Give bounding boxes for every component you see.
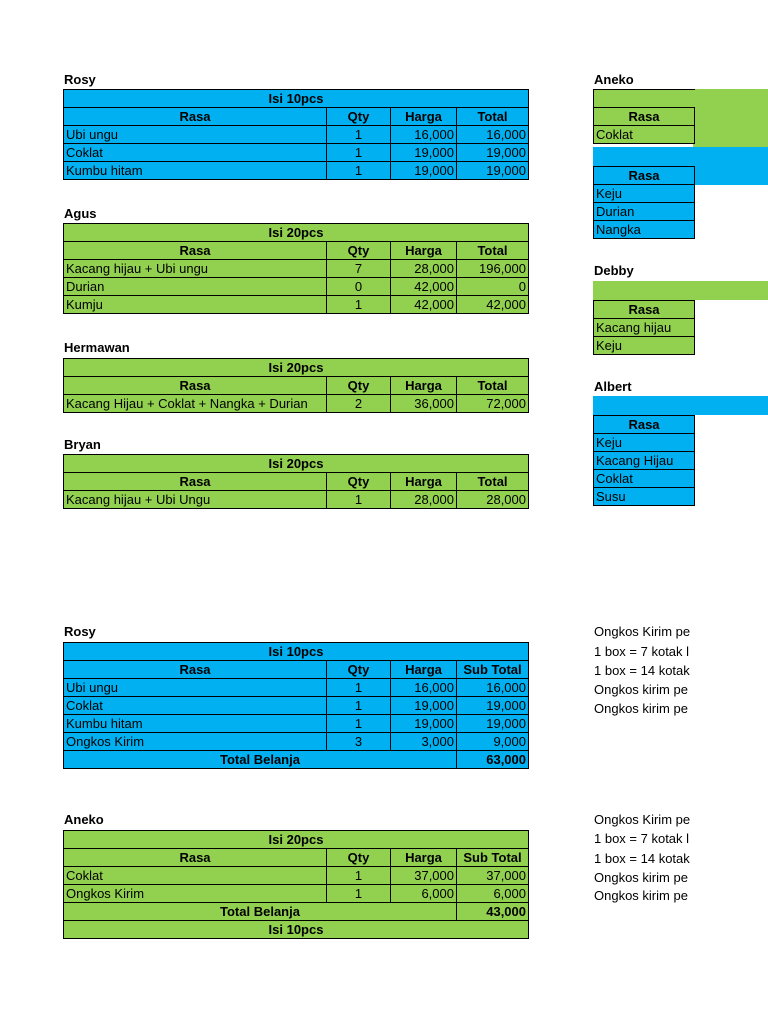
cell-rasa[interactable]: Durian xyxy=(64,278,327,296)
col-header-rasa: Rasa xyxy=(64,377,327,395)
cell-rasa[interactable]: Keju xyxy=(594,185,695,203)
col-header-rasa: Rasa xyxy=(64,108,327,126)
table-row xyxy=(64,867,529,885)
cell-harga[interactable]: 19,000 xyxy=(391,162,457,180)
col-header-total: Total xyxy=(457,377,529,395)
cell-rasa[interactable]: Ongkos Kirim xyxy=(64,733,327,751)
table-row xyxy=(594,434,695,452)
order-table-aneko xyxy=(593,89,695,144)
col-header-harga: Harga xyxy=(391,849,457,867)
cell-harga[interactable]: 42,000 xyxy=(391,296,457,314)
col-header-qty: Qty xyxy=(327,473,391,491)
cell-subtotal[interactable]: 19,000 xyxy=(457,715,529,733)
cell-qty[interactable]: 2 xyxy=(327,395,391,413)
order-table-aneko-blue xyxy=(593,166,695,239)
col-header-subtotal: Sub Total xyxy=(457,849,529,867)
table-row xyxy=(594,470,695,488)
col-header-harga: Harga xyxy=(391,473,457,491)
cell-rasa[interactable]: Ongkos Kirim xyxy=(64,885,327,903)
cell-rasa[interactable]: Kacang Hijau + Coklat + Nangka + Durian xyxy=(64,395,327,413)
cell-rasa[interactable]: Coklat xyxy=(64,867,327,885)
col-header-total: Total xyxy=(457,473,529,491)
cell-rasa[interactable]: Coklat xyxy=(594,470,695,488)
col-header-harga: Harga xyxy=(391,661,457,679)
col-header-rasa: Rasa xyxy=(594,108,695,126)
note-line: 1 box = 7 kotak l xyxy=(594,831,690,846)
cell-rasa[interactable]: Kacang Hijau xyxy=(594,452,695,470)
table-row xyxy=(64,715,529,733)
cell-harga[interactable]: 19,000 xyxy=(391,697,457,715)
order-name-rosy: Rosy xyxy=(64,72,96,87)
col-header-rasa: Rasa xyxy=(64,473,327,491)
cell-subtotal[interactable]: 37,000 xyxy=(457,867,529,885)
aneko-green-fill xyxy=(693,108,768,147)
order-name-hermawan: Hermawan xyxy=(64,340,130,355)
aneko-blue-fill xyxy=(693,166,768,185)
col-header-qty: Qty xyxy=(327,108,391,126)
col-header-qty: Qty xyxy=(327,849,391,867)
cell-harga[interactable]: 36,000 xyxy=(391,395,457,413)
band-label: Isi 10pcs xyxy=(64,643,529,661)
note-line: Ongkos kirim pe xyxy=(594,682,688,697)
band-label: Isi 10pcs xyxy=(64,90,529,108)
cell-rasa[interactable]: Coklat xyxy=(64,697,327,715)
table-row xyxy=(594,452,695,470)
invoice-name-aneko: Aneko xyxy=(64,812,104,827)
table-row xyxy=(64,278,529,296)
cell-total[interactable]: 196,000 xyxy=(457,260,529,278)
cell-qty[interactable]: 1 xyxy=(327,296,391,314)
cell-rasa[interactable]: Coklat xyxy=(64,144,327,162)
cell-total[interactable]: 19,000 xyxy=(457,144,529,162)
col-header-total: Total xyxy=(457,242,529,260)
albert-blue-band xyxy=(593,396,768,415)
band-label: Isi 20pcs xyxy=(64,359,529,377)
invoice-table-rosy xyxy=(63,642,529,769)
band-label: Isi 20pcs xyxy=(64,831,529,849)
band-label: Isi 20pcs xyxy=(64,224,529,242)
table-row xyxy=(594,203,695,221)
order-table-hermawan xyxy=(63,358,529,413)
cell-qty[interactable]: 7 xyxy=(327,260,391,278)
cell-qty[interactable]: 1 xyxy=(327,162,391,180)
cell-qty[interactable]: 1 xyxy=(327,867,391,885)
order-table-albert xyxy=(593,415,695,506)
cell-rasa[interactable]: Kumju xyxy=(64,296,327,314)
col-header-rasa: Rasa xyxy=(64,242,327,260)
cell-harga[interactable]: 3,000 xyxy=(391,733,457,751)
invoice-name-rosy: Rosy xyxy=(64,624,96,639)
cell-rasa[interactable]: Kumbu hitam xyxy=(64,162,327,180)
note-line: Ongkos kirim pe xyxy=(594,701,688,716)
table-row xyxy=(64,733,529,751)
table-row xyxy=(64,697,529,715)
table-row xyxy=(64,162,529,180)
cell-qty[interactable]: 1 xyxy=(327,715,391,733)
cell-rasa[interactable]: Coklat xyxy=(594,126,695,144)
cell-subtotal[interactable]: 16,000 xyxy=(457,679,529,697)
cell-rasa[interactable]: Keju xyxy=(594,434,695,452)
cell-rasa[interactable]: Kumbu hitam xyxy=(64,715,327,733)
note-line: Ongkos Kirim pe xyxy=(594,624,691,639)
col-header-rasa: Rasa xyxy=(64,849,327,867)
col-header-total: Total xyxy=(457,108,529,126)
cell-subtotal[interactable]: 6,000 xyxy=(457,885,529,903)
cell-total[interactable]: 42,000 xyxy=(457,296,529,314)
total-belanja-label: Total Belanja xyxy=(64,903,457,921)
cell-harga[interactable]: 16,000 xyxy=(391,126,457,144)
order-name-albert: Albert xyxy=(594,379,632,394)
order-table-bryan xyxy=(63,454,529,509)
col-header-rasa: Rasa xyxy=(594,301,695,319)
total-belanja-label: Total Belanja xyxy=(64,751,457,769)
table-row xyxy=(594,488,695,506)
cell-total[interactable]: 28,000 xyxy=(457,491,529,509)
table-row xyxy=(594,126,695,144)
cell-qty[interactable]: 1 xyxy=(327,697,391,715)
order-table-agus xyxy=(63,223,529,314)
cell-rasa[interactable]: Nangka xyxy=(594,221,695,239)
cell-qty[interactable]: 1 xyxy=(327,679,391,697)
table-row xyxy=(64,296,529,314)
cell-rasa[interactable]: Ubi ungu xyxy=(64,126,327,144)
cell-harga[interactable]: 6,000 xyxy=(391,885,457,903)
cell-qty[interactable]: 1 xyxy=(327,126,391,144)
col-header-harga: Harga xyxy=(391,242,457,260)
order-name-agus: Agus xyxy=(64,206,97,221)
cell-harga[interactable]: 19,000 xyxy=(391,715,457,733)
col-header-qty: Qty xyxy=(327,242,391,260)
order-name-aneko: Aneko xyxy=(594,72,634,87)
order-name-bryan: Bryan xyxy=(64,437,101,452)
cell-qty[interactable]: 1 xyxy=(327,885,391,903)
cell-rasa[interactable]: Ubi ungu xyxy=(64,679,327,697)
table-row xyxy=(64,395,529,413)
total-row xyxy=(64,751,529,769)
table-row xyxy=(64,885,529,903)
total-belanja-value[interactable]: 63,000 xyxy=(457,751,529,769)
cell-qty[interactable]: 0 xyxy=(327,278,391,296)
cell-total[interactable]: 19,000 xyxy=(457,162,529,180)
cell-total[interactable]: 72,000 xyxy=(457,395,529,413)
cell-rasa[interactable]: Keju xyxy=(594,337,695,355)
order-table-rosy xyxy=(63,89,529,180)
col-header-rasa: Rasa xyxy=(594,167,695,185)
table-row xyxy=(64,126,529,144)
cell-harga[interactable]: 28,000 xyxy=(391,491,457,509)
cell-harga[interactable]: 19,000 xyxy=(391,144,457,162)
order-table-debby xyxy=(593,300,695,355)
total-row xyxy=(64,903,529,921)
note-line: 1 box = 14 kotak xyxy=(594,851,690,866)
band-label: Isi 20pcs xyxy=(64,455,529,473)
cell-rasa[interactable]: Kacang hijau xyxy=(594,319,695,337)
cell-rasa[interactable]: Kacang hijau + Ubi Ungu xyxy=(64,491,327,509)
order-name-debby: Debby xyxy=(594,263,634,278)
col-header-harga: Harga xyxy=(391,377,457,395)
cell-total[interactable]: 0 xyxy=(457,278,529,296)
cell-harga[interactable]: 42,000 xyxy=(391,278,457,296)
cell-harga[interactable]: 28,000 xyxy=(391,260,457,278)
table-row xyxy=(594,319,695,337)
debby-green-band xyxy=(593,281,768,300)
total-belanja-value[interactable]: 43,000 xyxy=(457,903,529,921)
cell-harga[interactable]: 37,000 xyxy=(391,867,457,885)
col-header-qty: Qty xyxy=(327,661,391,679)
invoice-table-aneko xyxy=(63,830,529,939)
note-line: Ongkos kirim pe xyxy=(594,870,688,885)
note-line: Ongkos Kirim pe xyxy=(594,812,691,827)
cell-subtotal[interactable]: 19,000 xyxy=(457,697,529,715)
cell-total[interactable]: 16,000 xyxy=(457,126,529,144)
cell-subtotal[interactable]: 9,000 xyxy=(457,733,529,751)
table-row xyxy=(64,260,529,278)
cell-rasa[interactable]: Susu xyxy=(594,488,695,506)
table-row xyxy=(594,221,695,239)
note-line: 1 box = 7 kotak l xyxy=(594,644,690,659)
cell-rasa[interactable]: Kacang hijau + Ubi ungu xyxy=(64,260,327,278)
table-row xyxy=(594,337,695,355)
table-row xyxy=(64,679,529,697)
cell-harga[interactable]: 16,000 xyxy=(391,679,457,697)
note-line: 1 box = 14 kotak xyxy=(594,663,690,678)
col-header-rasa: Rasa xyxy=(594,416,695,434)
cell-qty[interactable]: 1 xyxy=(327,491,391,509)
cell-rasa[interactable]: Durian xyxy=(594,203,695,221)
band-label: Isi 10pcs xyxy=(64,921,529,939)
table-row xyxy=(64,491,529,509)
cell-qty[interactable]: 1 xyxy=(327,144,391,162)
note-line: Ongkos kirim pe xyxy=(594,888,688,903)
table-row xyxy=(64,144,529,162)
cell-qty[interactable]: 3 xyxy=(327,733,391,751)
aneko-blue-band xyxy=(593,147,768,166)
col-header-subtotal: Sub Total xyxy=(457,661,529,679)
col-header-qty: Qty xyxy=(327,377,391,395)
table-row xyxy=(594,185,695,203)
col-header-harga: Harga xyxy=(391,108,457,126)
col-header-rasa: Rasa xyxy=(64,661,327,679)
